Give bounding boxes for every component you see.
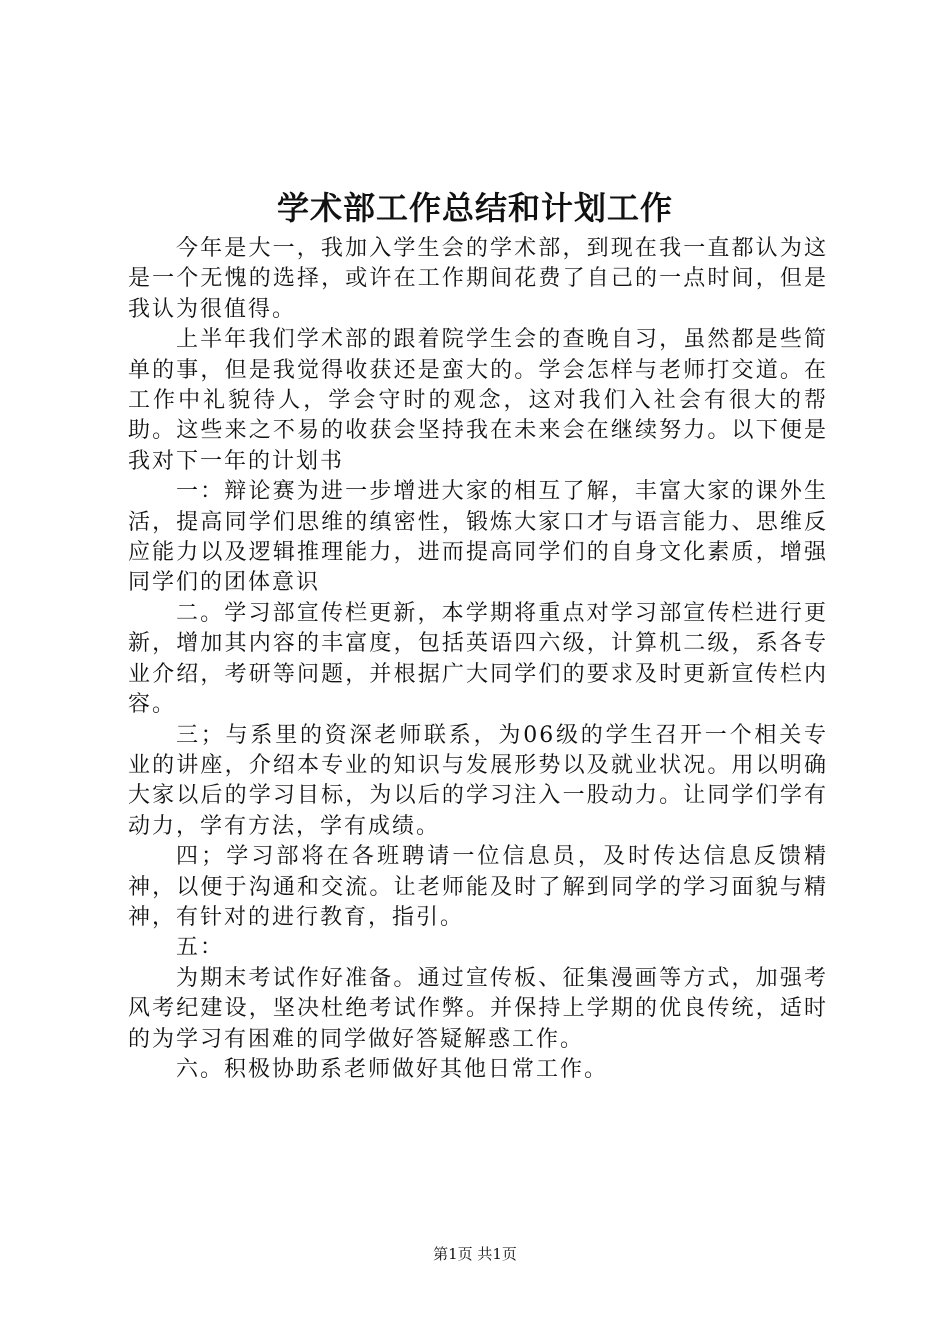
- paragraph-plan-5-heading: 五：: [176, 935, 225, 961]
- paragraph-first-half: 上半年我们学术部的跟着院学生会的查晚自习，虽然都是些简单的事，但是我觉得收获还是蛮大的。学会怎样与老师打交道。在工作中礼貌待人，学会守时的观念，这对我们入社会有很大的帮助。这些来之不易的收获会坚持我在未来会在继续努力。以下便是我对下一年的计划书: [128, 327, 828, 474]
- paragraph-intro: 今年是大一，我加入学生会的学术部，到现在我一直都认为这是一个无愧的选择，或许在工作期间花费了自己的一点时间，但是我认为很值得。: [128, 236, 828, 322]
- paragraph-plan-3: 三；与系里的资深老师联系，为06级的学生召开一个相关专业的讲座，介绍本专业的知识与发展形势以及就业状况。用以明确大家以后的学习目标，为以后的学习注入一股动力。让同学们学有动力，学有方法，学有成绩。: [128, 722, 828, 839]
- document-body: [128, 234, 828, 1085]
- paragraph-plan-2: 二。学习部宣传栏更新，本学期将重点对学习部宣传栏进行更新，增加其内容的丰富度，包括英语四六级，计算机二级，系各专业介绍，考研等问题，并根据广大同学们的要求及时更新宣传栏内容。: [128, 600, 828, 718]
- paragraph-plan-1: 一：辩论赛为进一步增进大家的相互了解，丰富大家的课外生活，提高同学们思维的缜密性，锻炼大家口才与语言能力、思维反应能力以及逻辑推理能力，进而提高同学们的自身文化素质，增强同学们的团体意识: [128, 479, 828, 596]
- paragraph-plan-6: 六。积极协助系老师做好其他日常工作。: [176, 1056, 609, 1082]
- page-footer: 第1页 共1页: [433, 1245, 517, 1263]
- document-title: 学术部工作总结和计划工作: [276, 189, 673, 227]
- paragraph-plan-5: 为期末考试作好准备。通过宣传板、征集漫画等方式，加强考风考纪建设，坚决杜绝考试作弊。并保持上学期的优良传统，适时的为学习有困难的同学做好答疑解惑工作。: [128, 965, 828, 1052]
- paragraph-plan-4: 四；学习部将在各班聘请一位信息员，及时传达信息反馈精神，以便于沟通和交流。让老师能及时了解到同学的学习面貌与精神，有针对的进行教育，指引。: [128, 844, 828, 930]
